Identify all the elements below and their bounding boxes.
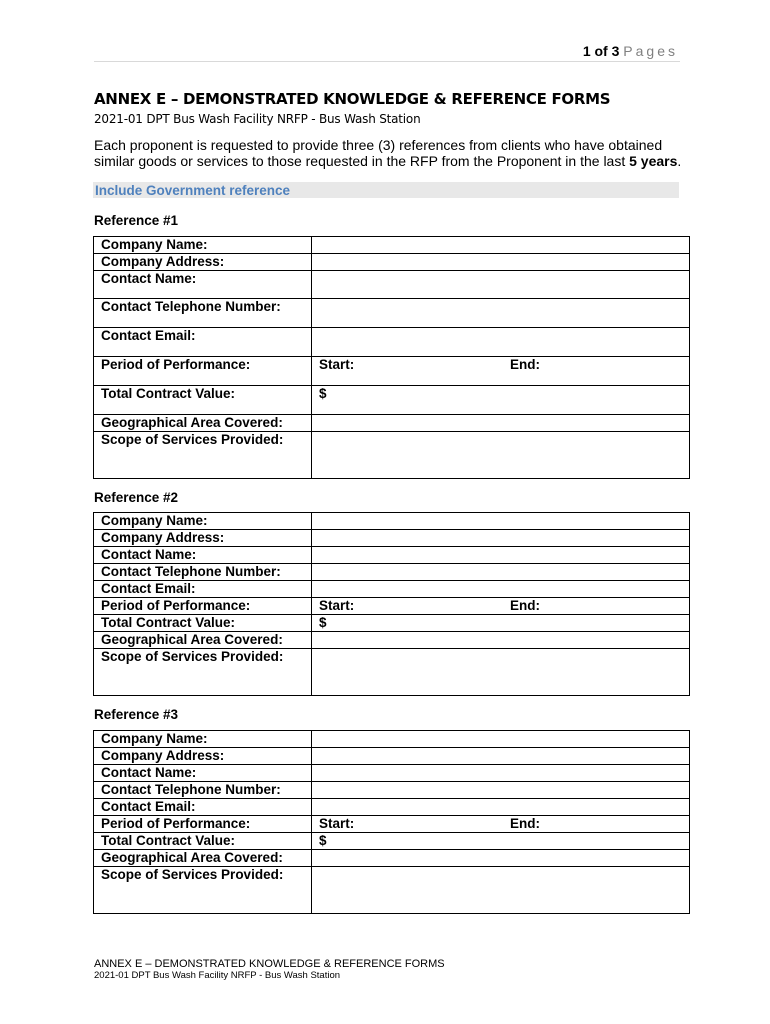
scope-label: Scope of Services Provided:: [94, 432, 312, 479]
currency-symbol: $: [319, 615, 327, 630]
company-name-label: Company Name:: [94, 731, 312, 748]
scope-field[interactable]: [312, 867, 690, 914]
contract-value-field[interactable]: [312, 615, 690, 632]
geo-area-label: Geographical Area Covered:: [94, 632, 312, 649]
geo-area-label: Geographical Area Covered:: [94, 850, 312, 867]
reference-2-label: Reference #2: [94, 490, 179, 505]
period-field[interactable]: [312, 357, 690, 386]
period-label: Period of Performance:: [94, 816, 312, 833]
reference-3-table: [93, 730, 690, 914]
contact-phone-label: Contact Telephone Number:: [94, 564, 312, 581]
contact-name-label: Contact Name:: [94, 765, 312, 782]
contract-value-label: Total Contract Value:: [94, 615, 312, 632]
footer-subtitle: 2021-01 DPT Bus Wash Facility NRFP - Bus Wash Station: [94, 970, 341, 981]
company-address-field[interactable]: [312, 254, 690, 271]
page-number: 1 of 3 Pages: [582, 43, 678, 59]
period-label: Period of Performance:: [94, 357, 312, 386]
government-note: Include Government reference: [95, 183, 291, 198]
contract-value-field[interactable]: [312, 833, 690, 850]
contact-email-label: Contact Email:: [94, 328, 312, 357]
company-address-field[interactable]: [312, 748, 690, 765]
contact-phone-label: Contact Telephone Number:: [94, 299, 312, 328]
contact-email-label: Contact Email:: [94, 799, 312, 816]
header-divider: [94, 61, 680, 62]
company-name-field[interactable]: [312, 513, 690, 530]
contact-phone-field[interactable]: [312, 782, 690, 799]
company-address-label: Company Address:: [94, 254, 312, 271]
reference-1-label: Reference #1: [94, 213, 179, 228]
reference-1-table: [93, 236, 690, 479]
contact-email-field[interactable]: [312, 799, 690, 816]
geo-area-field[interactable]: [312, 415, 690, 432]
contact-phone-field[interactable]: [312, 299, 690, 328]
geo-area-label: Geographical Area Covered:: [94, 415, 312, 432]
intro-paragraph: Each proponent is requested to provide three (3) references from clients who have obtained similar goods or services to those requested in the RFP from the Proponent in the last 5 years.: [94, 137, 682, 169]
footer-title: ANNEX E – DEMONSTRATED KNOWLEDGE & REFERENCE FORMS: [94, 958, 445, 970]
period-field[interactable]: [312, 598, 690, 615]
end-label: End:: [510, 816, 540, 831]
company-name-label: Company Name:: [94, 513, 312, 530]
company-name-field[interactable]: [312, 237, 690, 254]
scope-field[interactable]: [312, 432, 690, 479]
document-title: ANNEX E – DEMONSTRATED KNOWLEDGE & REFERENCE FORMS: [94, 90, 611, 108]
start-label: Start:: [319, 598, 355, 613]
company-address-field[interactable]: [312, 530, 690, 547]
currency-symbol: $: [319, 833, 327, 848]
contact-name-field[interactable]: [312, 765, 690, 782]
geo-area-field[interactable]: [312, 850, 690, 867]
scope-field[interactable]: [312, 649, 690, 696]
company-name-field[interactable]: [312, 731, 690, 748]
contact-name-label: Contact Name:: [94, 547, 312, 564]
contact-email-label: Contact Email:: [94, 581, 312, 598]
geo-area-field[interactable]: [312, 632, 690, 649]
company-address-label: Company Address:: [94, 748, 312, 765]
contact-name-field[interactable]: [312, 547, 690, 564]
contract-value-field[interactable]: [312, 386, 690, 415]
contact-email-field[interactable]: [312, 328, 690, 357]
company-name-label: Company Name:: [94, 237, 312, 254]
contact-phone-label: Contact Telephone Number:: [94, 782, 312, 799]
company-address-label: Company Address:: [94, 530, 312, 547]
end-label: End:: [510, 357, 540, 372]
scope-label: Scope of Services Provided:: [94, 867, 312, 914]
contact-name-field[interactable]: [312, 271, 690, 299]
period-label: Period of Performance:: [94, 598, 312, 615]
reference-2-table: [93, 512, 690, 696]
reference-3-label: Reference #3: [94, 707, 179, 722]
scope-label: Scope of Services Provided:: [94, 649, 312, 696]
contact-email-field[interactable]: [312, 581, 690, 598]
start-label: Start:: [319, 357, 355, 372]
currency-symbol: $: [319, 386, 327, 401]
document-subtitle: 2021-01 DPT Bus Wash Facility NRFP - Bus Wash Station: [94, 112, 421, 126]
contract-value-label: Total Contract Value:: [94, 386, 312, 415]
end-label: End:: [510, 598, 540, 613]
contact-name-label: Contact Name:: [94, 271, 312, 299]
period-field[interactable]: [312, 816, 690, 833]
contact-phone-field[interactable]: [312, 564, 690, 581]
start-label: Start:: [319, 816, 355, 831]
contract-value-label: Total Contract Value:: [94, 833, 312, 850]
